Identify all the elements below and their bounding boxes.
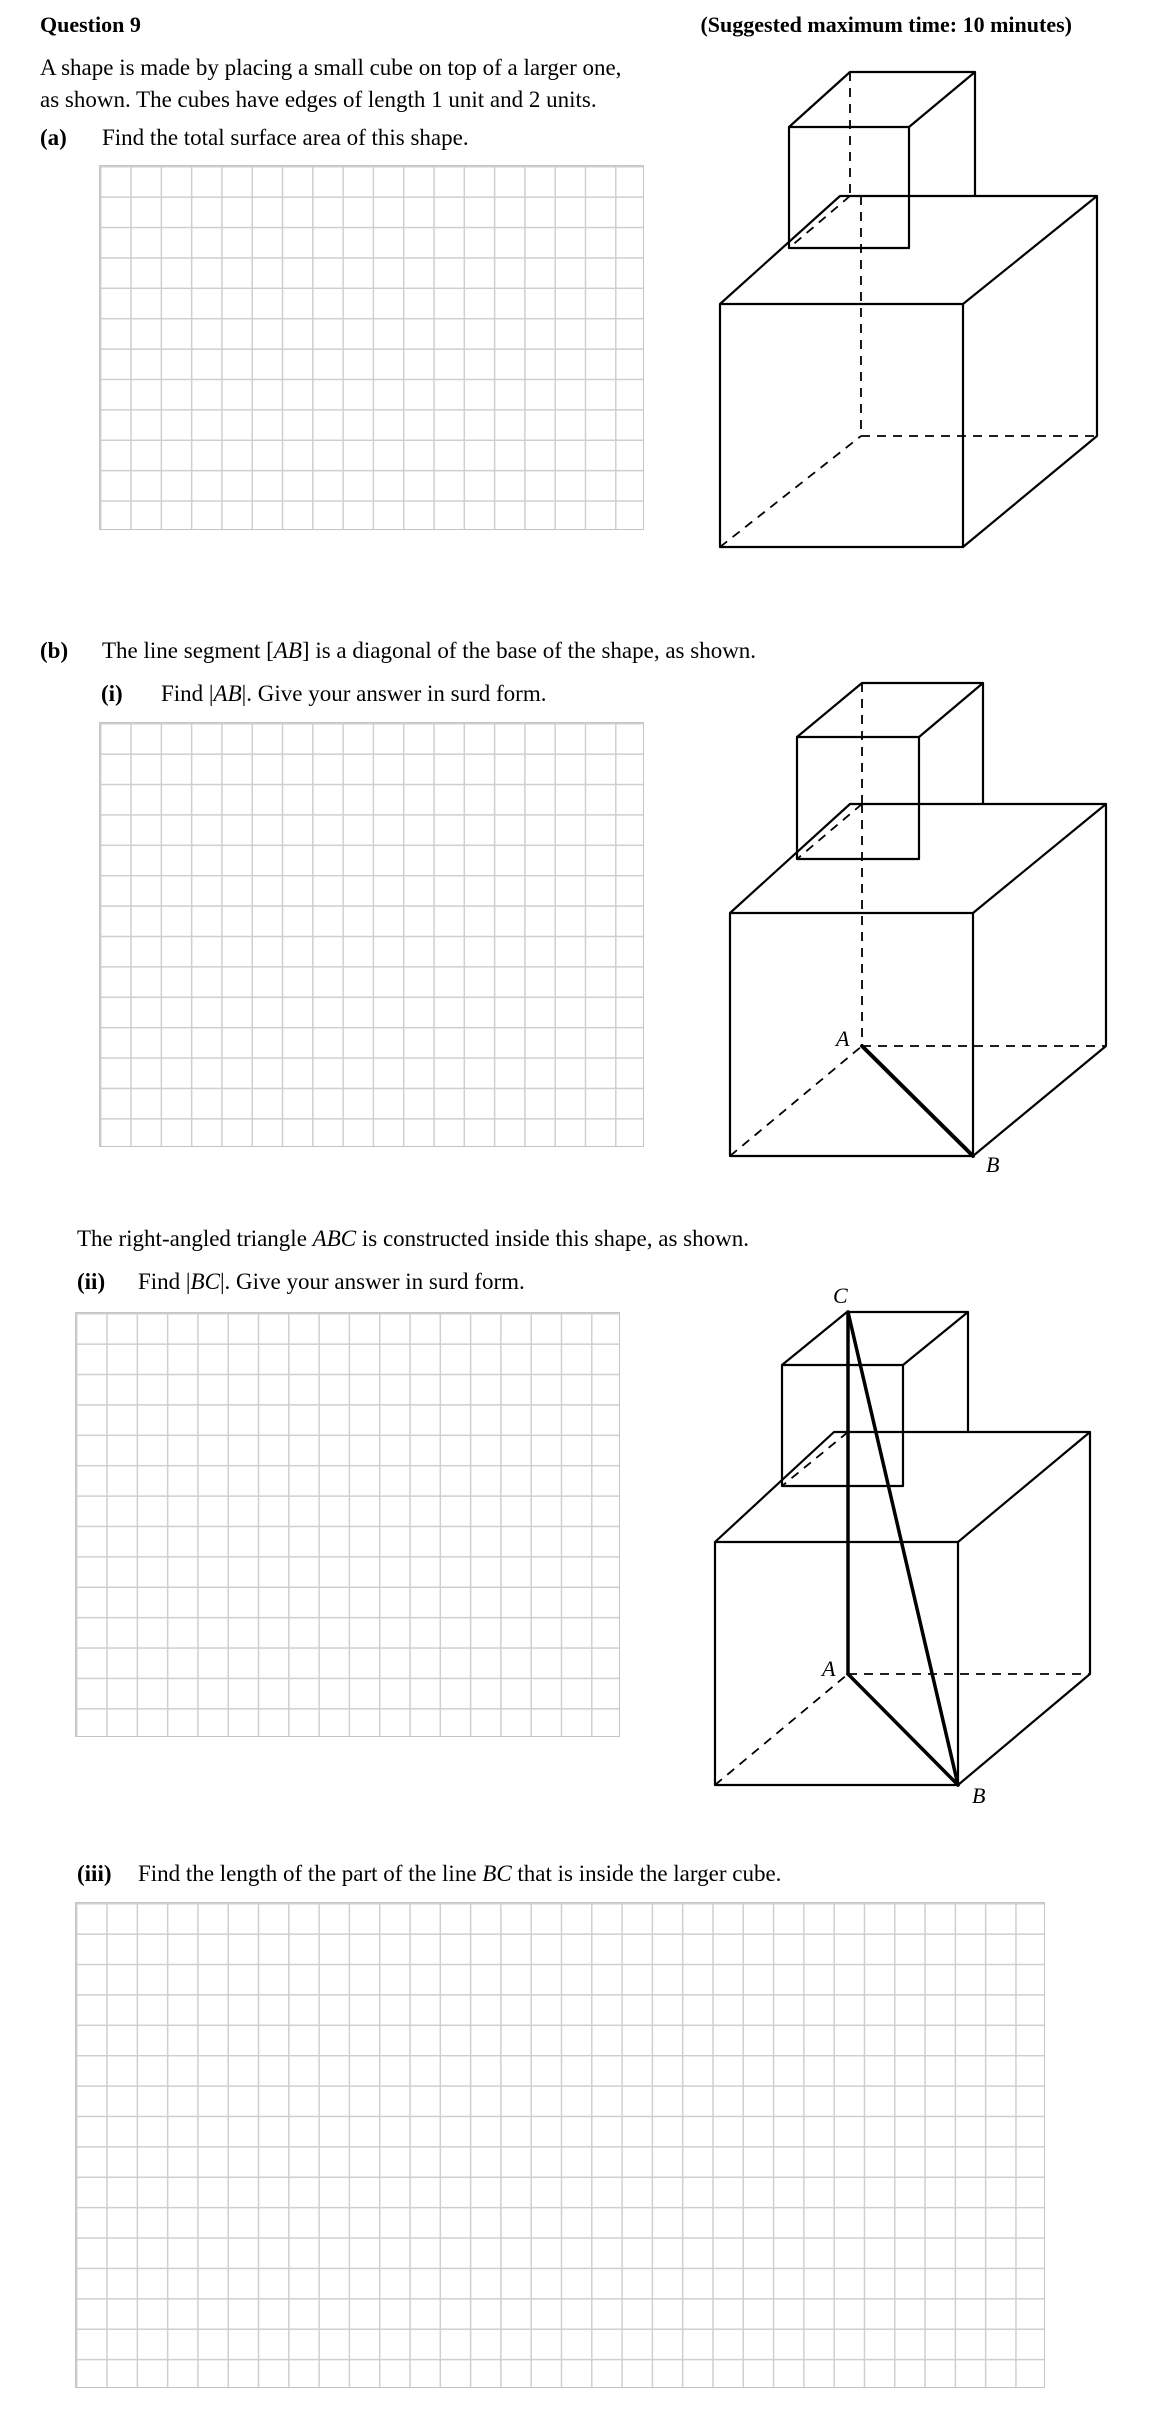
suggested-time: (Suggested maximum time: 10 minutes) — [700, 12, 1072, 37]
question-intro — [40, 52, 621, 116]
part-b-ii-post: |. Give your answer in surd form. — [219, 1269, 525, 1294]
part-b-iii-prompt — [77, 1861, 781, 1887]
part-b-iii-var: BC — [482, 1861, 512, 1886]
intro-line-1: A shape is made by placing a small cube on top of a larger one, — [40, 55, 622, 80]
figure-stacked-cubes — [700, 60, 1120, 560]
figure-triangle-abc — [700, 1270, 1140, 1810]
part-a-text: Find the total surface area of this shape. — [102, 125, 469, 150]
figure-diagonal-ab — [710, 670, 1130, 1190]
answer-grid-b-i[interactable] — [99, 722, 644, 1147]
label-a-2: A — [822, 1656, 836, 1681]
question-number: Question 9 — [40, 12, 141, 37]
label-b: B — [986, 1152, 1000, 1177]
label-b-2: B — [972, 1783, 986, 1808]
triangle-intro — [77, 1226, 749, 1252]
part-b-iii-pre: Find the length of the part of the line — [138, 1861, 483, 1886]
part-b-i-label: (i) — [101, 681, 123, 706]
triangle-var-abc: ABC — [312, 1226, 357, 1251]
triangle-text-post: is constructed inside this shape, as shown. — [356, 1226, 749, 1251]
part-b-ii-label: (ii) — [77, 1269, 106, 1294]
part-b-text-pre: The line segment [ — [102, 638, 274, 663]
part-b-i-post: |. Give your answer in surd form. — [241, 681, 547, 706]
part-b-iii-post: that is inside the larger cube. — [511, 1861, 782, 1886]
label-c: C — [833, 1283, 848, 1308]
part-b-ii-pre: Find | — [138, 1269, 191, 1294]
part-b-var-ab: AB — [273, 638, 302, 663]
part-b-prompt — [40, 638, 756, 664]
intro-line-2: as shown. The cubes have edges of length 1 unit and 2 units. — [40, 87, 597, 112]
answer-grid-b-iii[interactable] — [75, 1902, 1045, 2388]
part-b-ii-prompt — [77, 1269, 525, 1295]
answer-grid-a[interactable] — [99, 165, 644, 530]
part-b-text-post: ] is a diagonal of the base of the shape, as shown. — [301, 638, 757, 663]
part-b-label: (b) — [40, 638, 69, 663]
part-b-i-prompt — [101, 681, 546, 707]
label-a: A — [836, 1026, 850, 1051]
part-b-i-pre: Find | — [161, 681, 214, 706]
part-b-ii-var: BC — [190, 1269, 220, 1294]
triangle-text-pre: The right-angled triangle — [77, 1226, 313, 1251]
answer-grid-b-ii[interactable] — [75, 1312, 620, 1737]
part-a-label: (a) — [40, 125, 67, 150]
part-a-prompt — [40, 125, 469, 151]
part-b-iii-label: (iii) — [77, 1861, 112, 1886]
part-b-i-var: AB — [213, 681, 242, 706]
